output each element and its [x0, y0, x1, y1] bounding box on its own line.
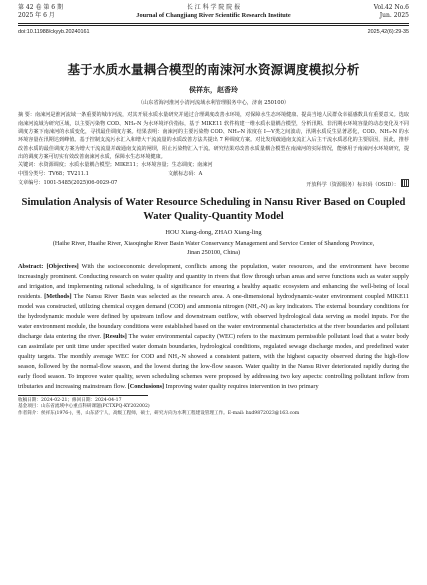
- running-header: [18, 0, 409, 22]
- page-range: 2025,42(6):29-35: [367, 29, 409, 36]
- doi-row: [18, 29, 409, 40]
- footnote-funding: 基金项目：山东省流域中心重点科研课题(PCTXPQ-KY202002): [18, 404, 150, 410]
- issue-info-en: Vol.42 No.6 Jun. 2025: [373, 4, 409, 19]
- class-number: 中图分类号：TV68；TV211.1: [18, 170, 89, 177]
- keywords-cn: 关键词：水资源调度；水质水量耦合模型；MIKE11；水环境容量；生态调度；南涑河: [18, 162, 213, 169]
- title-en: Simulation Analysis of Water Resource Scheduling in Nansu River Based on Coupled Water Quality-Quantity Model: [21, 196, 406, 223]
- article-number: 文章编号：1001-5485(2025)06-0029-07: [18, 179, 118, 186]
- footnotes: [18, 398, 409, 418]
- abstract-en: [18, 262, 409, 393]
- header-rule-thin: [18, 25, 409, 26]
- issue-info-cn: 第 42 卷 第 6 期 2025 年 6 月: [18, 4, 63, 19]
- objectives-text: With the socioeconomic development, conflicts among the population, water resources, and the environment have become increasingly prominent. Conducting research on water quality and quantity in rivers that flow through urban areas and serve functions such as water supply and irrigation, and implementing rational scheduling, is of significance for ensuring a healthy aquatic ecosystem and enhancing the well-being of local residents.: [18, 262, 410, 300]
- abstract-label: Abstract:: [18, 262, 44, 270]
- conclusions-tag: [Conclusions]: [127, 383, 165, 391]
- title-cn: 基于水质水量耦合模型的南涑河水资源调度模拟分析: [67, 62, 360, 78]
- authors-cn: 侯祥东，赵香玲: [189, 86, 238, 95]
- document-code: 文献标志码：A: [168, 170, 203, 177]
- doi[interactable]: doi:10.11988/ckyyb.20240161: [18, 29, 90, 36]
- osid-label-wrap: [306, 179, 409, 189]
- classification-row: [18, 170, 409, 179]
- header-rule-thick: [18, 23, 409, 24]
- methods-tag: [Methods]: [44, 292, 72, 300]
- conclusions-text: Improving water quality requires intervention in two primary: [164, 383, 319, 391]
- qr-code-icon[interactable]: [401, 179, 409, 187]
- results-text: The water environmental capacity (WEC) refers to the maximum permissible pollutant load that a water body can assimilate per unit time under specified water domain boundaries, hydrological conditions, regulated sewage discharge modes, and predefined water quality targets. The monthly average WEC for COD and NH₃-N showed a consistent pattern, with the highest capacity observed during the high-flow season, followed by the normal-flow season, and the lowest during the low-flow season. Water quality in the Nansu River deteriorated rapidly during the early flood season. To improve water quality, seven scheduling schemes were proposed by addressing two key aspects: controlling pollutant inflow from tributaries and increasing mainstream flow.: [18, 332, 410, 391]
- footnote-rule: [18, 395, 148, 396]
- footnote-received: 收稿日期：2024-02-21；修回日期：2024-04-17: [18, 397, 122, 403]
- results-tag: [Results]: [103, 332, 127, 340]
- affiliation-en: (Haihe River, Huaihe River, Xiaoqinghe River Basin Water Conservancy Management and Service Center of Shandong Province, Jinan 250100, China): [52, 239, 375, 256]
- article-number-row: [18, 179, 409, 188]
- objectives-tag: [Objectives]: [46, 262, 79, 270]
- affiliation-cn: （山东省海河淮河小清河流域水利管理服务中心，济南 250100）: [137, 100, 290, 107]
- abstract-cn: 摘 要：南涑河是淮河流域一条重要的城市河流，对其开展水质水量研究并通过合理调度改善水环境，对保障水生态环境健康、提高当地人民群众幸福感数具有重要意义。选取南涑河流域为研究区域，以主要污染物 COD、NH₃-N 为水环境评价指标，基于 MIKE11 软件构建一维水质水量耦合模型，分析汛期、非汛期水环境容量的动态变化及不同调度方案下南涑河的水质变化，寻找最佳调度方案。结果表明：南涑河的主要污染物 COD、NH₃-N 浓度在 Ⅰ—Ⅴ类之间波动，汛期水质反生显著恶化，COD、NH₃-N 的水环境容量在汛期达到峰值。基于控制支流污水汇入和增大干流流量的水质改善方法共提出 7 种调度方案。对比发现疏通南支流汇入后主干流水质恶化的主要原因，因此，推荐改善水质的最佳调度方案为增大干流流量并疏通南支流的闸坝，阻止污染物汇入干流。研究结果对改善水质量耦合模型在南涑河的实际情况，能够用于南涑河水环境研究，提出的调度方案可切实有效改善南涑河水质，保障水生态环境健康。: [18, 112, 409, 160]
- authors-en: HOU Xiang-dong, ZHAO Xiang-ling: [165, 228, 262, 236]
- osid-label: 开放科学（资源服务）标识码（OSID）：: [306, 181, 399, 188]
- journal-name: 长 江 科 学 院 院 报 Journal of Changjiang River Scientific Research Institute: [136, 4, 291, 19]
- footnote-author: 作者简介：侯祥东(1976-)，男，山东济宁人，高级工程师，硕士，研究方向为水利工程建设管理工作。E-mail: hxd9872023@163.com: [18, 411, 300, 417]
- methods-text: The Nansu River Basin was selected as the research area. A one-dimensional hydrodynamic-water environment coupled MIKE11 model was constructed, utilizing chemical oxygen demand (COD) and ammonia nitrogen (NH₃-N) as key indicators. The external boundary conditions for the hydrodynamic module were defined by upstream inflow and downstream outflow, with observed hydrological data serving as model inputs. For the water environment module, the boundary conditions were established based on the water environmental characteristics at the river boundaries and pollutant discharge data entering the river.: [18, 292, 410, 340]
